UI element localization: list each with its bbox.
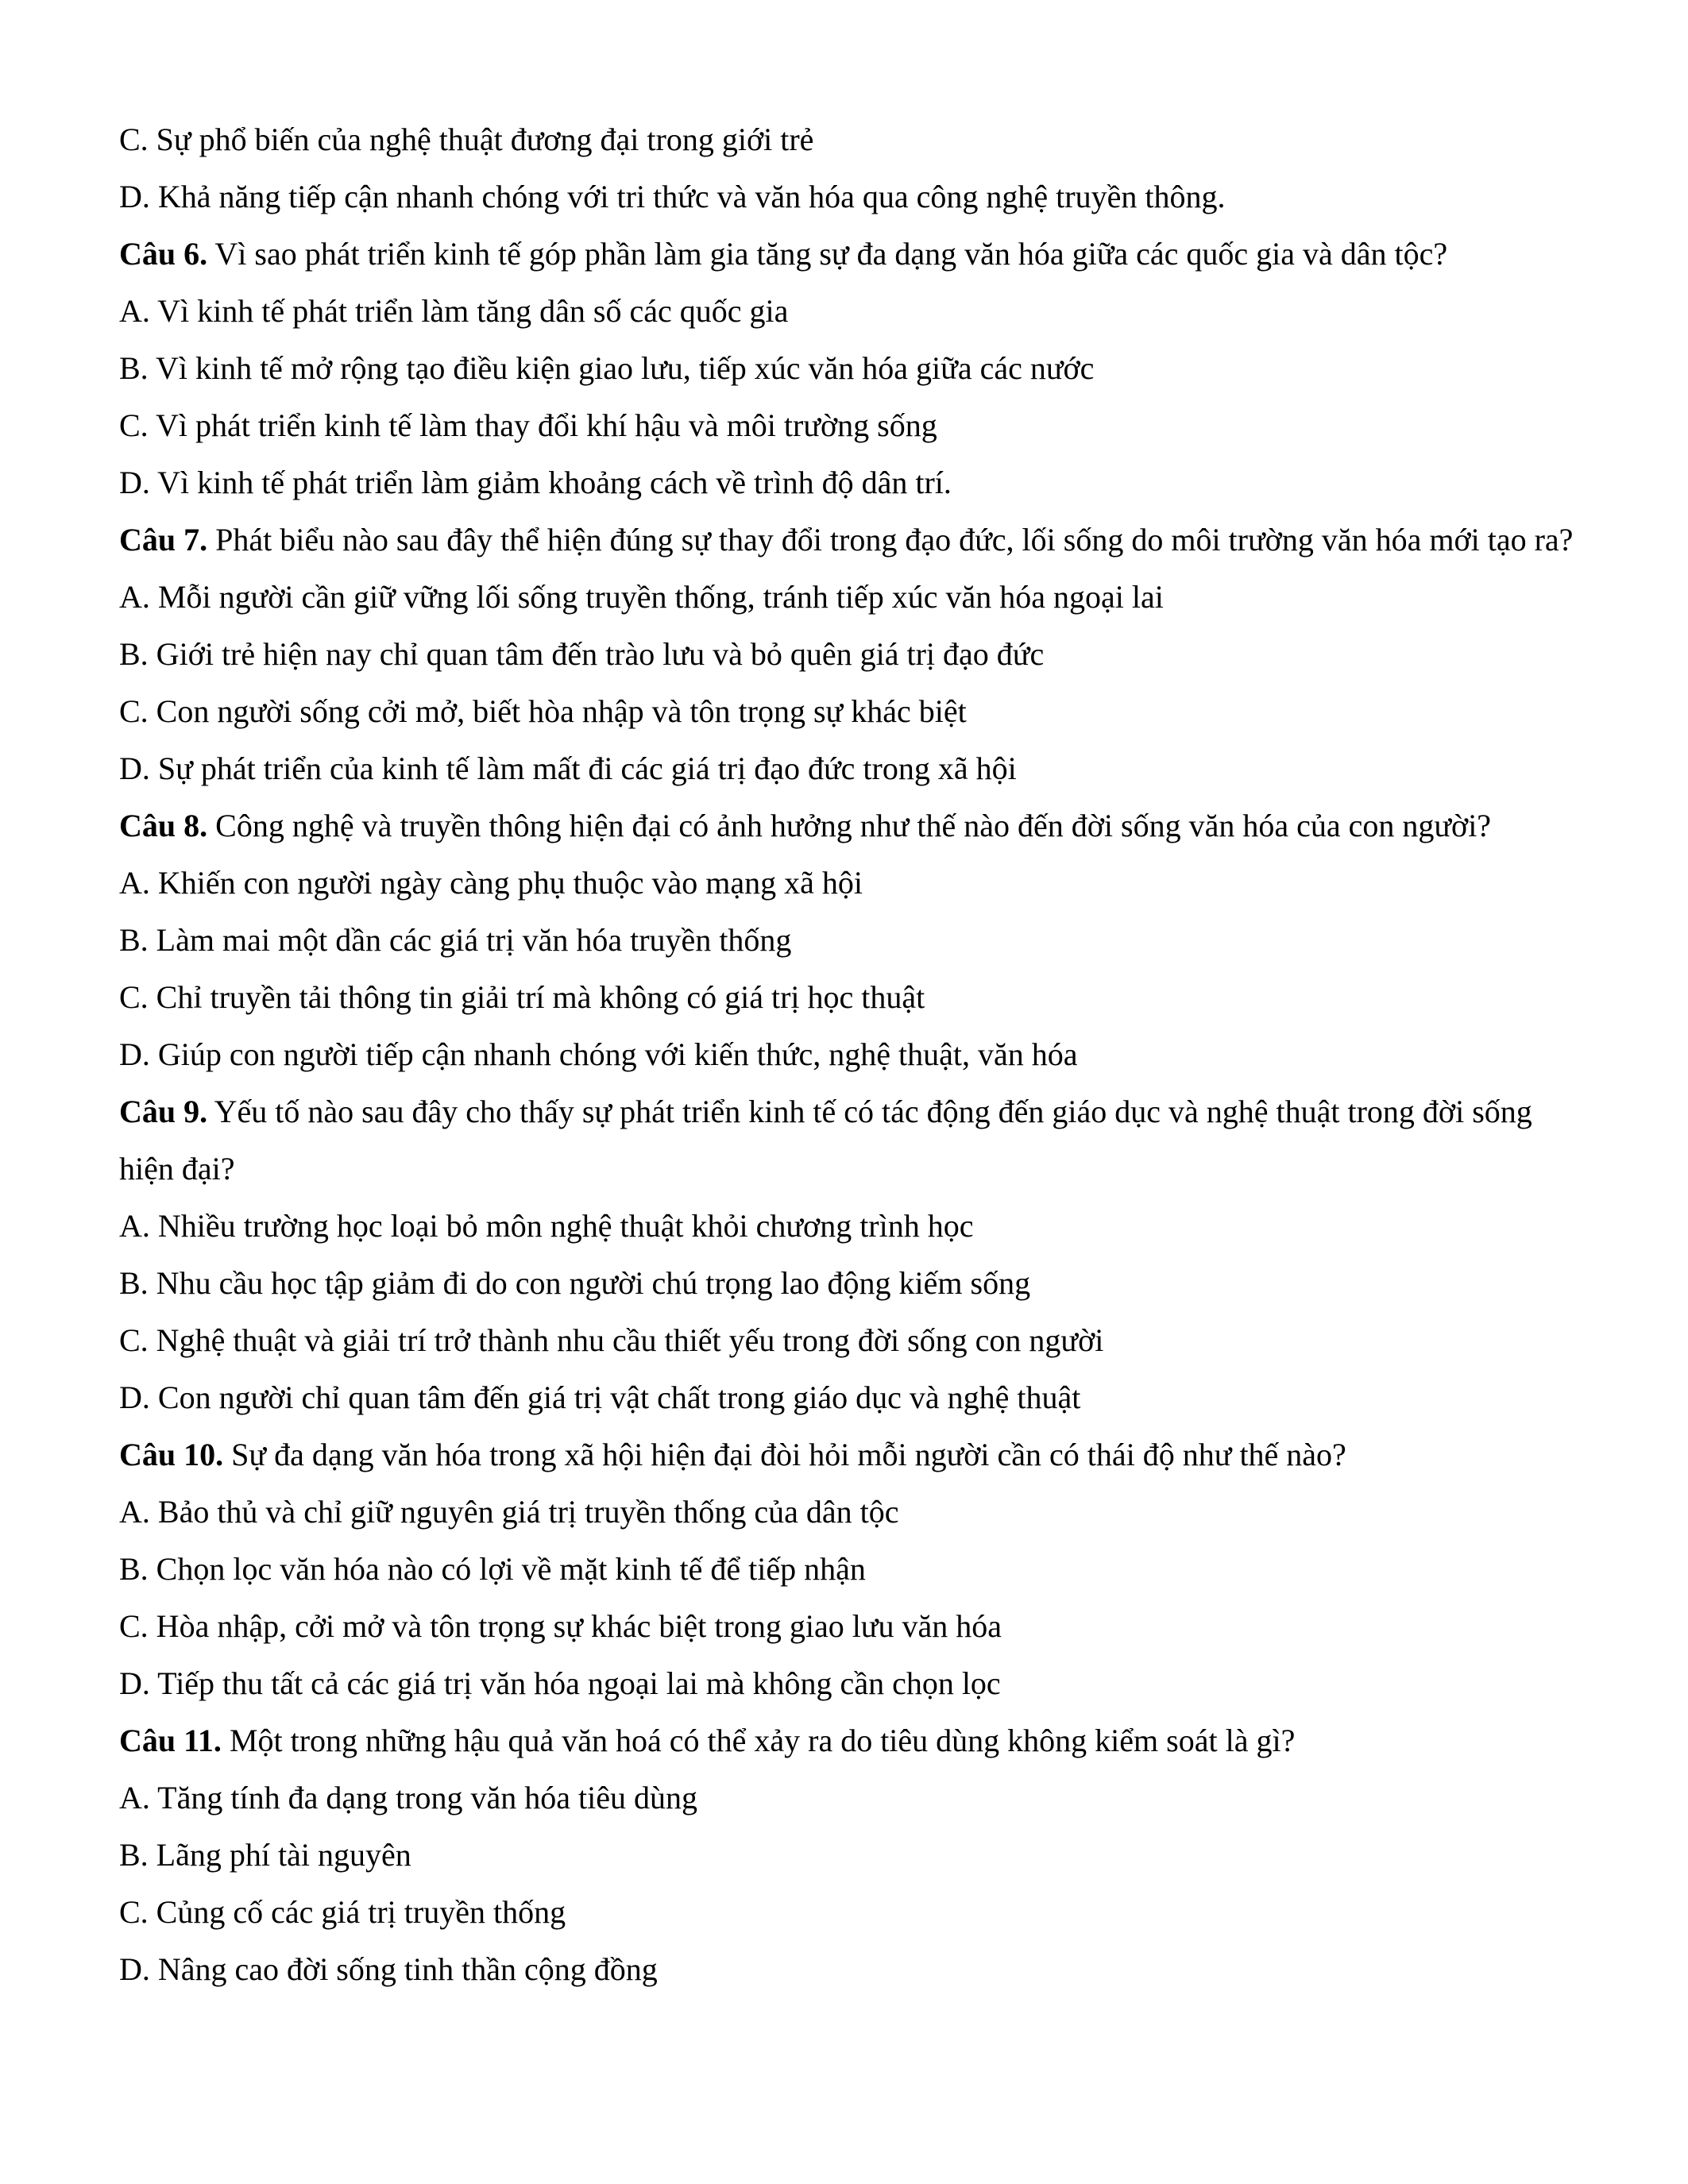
question-8-label: Câu 8. — [119, 808, 208, 843]
question-10-option-b: B. Chọn lọc văn hóa nào có lợi về mặt kinh tế để tiếp nhận — [119, 1551, 866, 1587]
question-9-option-a: A. Nhiều trường học loại bỏ môn nghệ thuật khỏi chương trình học — [119, 1208, 974, 1244]
question-11-option-a: A. Tăng tính đa dạng trong văn hóa tiêu dùng — [119, 1780, 698, 1815]
question-7-text: Phát biểu nào sau đây thể hiện đúng sự thay đổi trong đạo đức, lối sống do môi trường văn hóa mới tạo ra? — [207, 522, 1574, 558]
question-9-label: Câu 9. — [119, 1094, 208, 1129]
question-7 — [119, 511, 1589, 569]
question-7-option-a: A. Mỗi người cần giữ vững lối sống truyền thống, tránh tiếp xúc văn hóa ngoại lai — [119, 579, 1164, 615]
question-8 — [119, 797, 1589, 855]
question-7-option-c: C. Con người sống cởi mở, biết hòa nhập và tôn trọng sự khác biệt — [119, 693, 967, 729]
question-10-label: Câu 10. — [119, 1437, 224, 1472]
question-10 — [119, 1426, 1589, 1484]
question-11-option-d: D. Nâng cao đời sống tinh thần cộng đồng — [119, 1951, 658, 1987]
question-10-option-d: D. Tiếp thu tất cả các giá trị văn hóa ngoại lai mà không cần chọn lọc — [119, 1665, 1001, 1701]
question-6-option-a: A. Vì kinh tế phát triển làm tăng dân số các quốc gia — [119, 293, 789, 329]
question-8-option-b: B. Làm mai một dần các giá trị văn hóa truyền thống — [119, 922, 792, 958]
question-10-option-a: A. Bảo thủ và chỉ giữ nguyên giá trị truyền thống của dân tộc — [119, 1494, 899, 1530]
question-11 — [119, 1712, 1589, 1769]
question-11-option-c: C. Củng cố các giá trị truyền thống — [119, 1894, 566, 1930]
question-6-text: Vì sao phát triển kinh tế góp phần làm gia tăng sự đa dạng văn hóa giữa các quốc gia và dân tộc? — [207, 236, 1448, 272]
question-8-option-a: A. Khiến con người ngày càng phụ thuộc vào mạng xã hội — [119, 865, 863, 901]
question-7-option-d: D. Sự phát triển của kinh tế làm mất đi các giá trị đạo đức trong xã hội — [119, 751, 1017, 786]
question-11-text: Một trong những hậu quả văn hoá có thể xảy ra do tiêu dùng không kiểm soát là gì? — [221, 1723, 1296, 1758]
document-page — [119, 111, 1589, 1998]
question-10-text: Sự đa dạng văn hóa trong xã hội hiện đại đòi hỏi mỗi người cần có thái độ như thế nào? — [223, 1437, 1346, 1472]
question-9-option-d: D. Con người chỉ quan tâm đến giá trị vật chất trong giáo dục và nghệ thuật — [119, 1379, 1081, 1415]
question-9-option-b: B. Nhu cầu học tập giảm đi do con người chú trọng lao động kiếm sống — [119, 1265, 1031, 1301]
question-6 — [119, 226, 1589, 283]
option-prev-c: C. Sự phổ biến của nghệ thuật đương đại trong giới trẻ — [119, 122, 814, 157]
question-6-option-b: B. Vì kinh tế mở rộng tạo điều kiện giao lưu, tiếp xúc văn hóa giữa các nước — [119, 350, 1095, 386]
question-7-option-b: B. Giới trẻ hiện nay chỉ quan tâm đến trào lưu và bỏ quên giá trị đạo đức — [119, 636, 1045, 672]
question-6-option-d: D. Vì kinh tế phát triển làm giảm khoảng cách về trình độ dân trí. — [119, 465, 952, 500]
question-6-label: Câu 6. — [119, 236, 208, 272]
question-10-option-c: C. Hòa nhập, cởi mở và tôn trọng sự khác biệt trong giao lưu văn hóa — [119, 1608, 1002, 1644]
question-8-option-c: C. Chỉ truyền tải thông tin giải trí mà không có giá trị học thuật — [119, 979, 925, 1015]
question-9 — [119, 1083, 1589, 1198]
question-6-option-c: C. Vì phát triển kinh tế làm thay đổi khí hậu và môi trường sống — [119, 407, 937, 443]
option-prev-d: D. Khả năng tiếp cận nhanh chóng với tri thức và văn hóa qua công nghệ truyền thông. — [119, 179, 1226, 214]
question-11-label: Câu 11. — [119, 1723, 222, 1758]
question-8-option-d: D. Giúp con người tiếp cận nhanh chóng với kiến thức, nghệ thuật, văn hóa — [119, 1036, 1078, 1072]
question-11-option-b: B. Lãng phí tài nguyên — [119, 1837, 411, 1873]
question-8-text: Công nghệ và truyền thông hiện đại có ảnh hưởng như thế nào đến đời sống văn hóa của con người? — [207, 808, 1492, 843]
question-7-label: Câu 7. — [119, 522, 208, 558]
question-9-text: Yếu tố nào sau đây cho thấy sự phát triển kinh tế có tác động đến giáo dục và nghệ thuật trong đời sống hiện đại? — [119, 1094, 1532, 1187]
question-9-option-c: C. Nghệ thuật và giải trí trở thành nhu cầu thiết yếu trong đời sống con người — [119, 1322, 1104, 1358]
